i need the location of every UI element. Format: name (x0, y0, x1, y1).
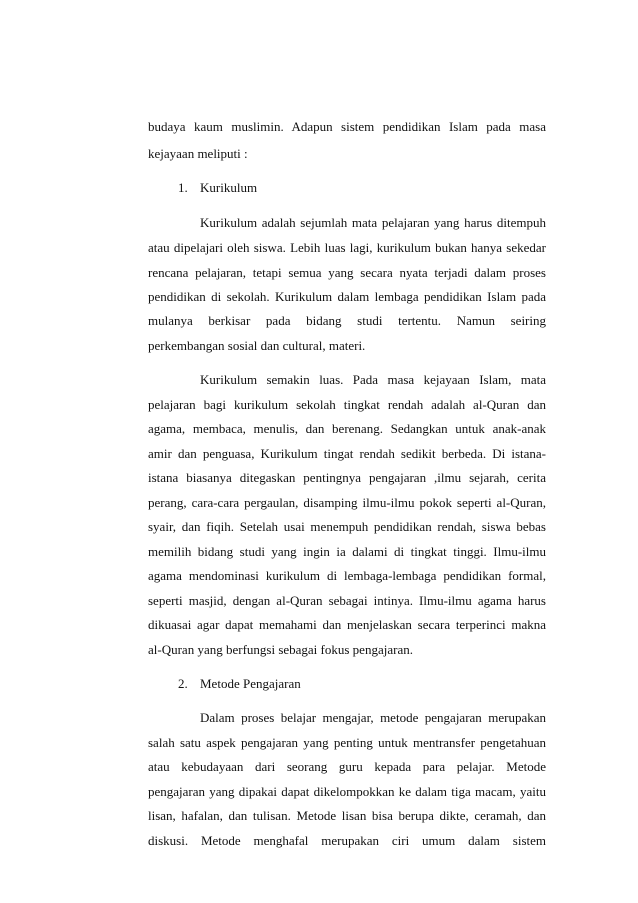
s1-p2-line-11: dikuasai agar dapat memahami dan menjelaskan secara terperinci makna (148, 617, 546, 632)
s1-p2-line-10: seperti masjid, dengan al-Quran sebagai intinya. Ilmu-ilmu agama harus (148, 593, 546, 608)
section-2-title: Metode Pengajaran (200, 676, 301, 691)
s1-p2-line-9: agama mendominasi kurikulum di lembaga-lembaga pendidikan formal, (148, 568, 546, 583)
intro-line-2: kejayaan meliputi : (148, 146, 248, 161)
s1-p1-line-1: Kurikulum adalah sejumlah mata pelajaran yang harus ditempuh (200, 215, 546, 230)
s1-p1-line-2: atau dipelajari oleh siswa. Lebih luas lagi, kurikulum bukan hanya sekedar (148, 240, 546, 255)
section-2-number: 2. (178, 676, 188, 691)
section-1-title: Kurikulum (200, 180, 258, 195)
intro-line-1: budaya kaum muslimin. Adapun sistem pendidikan Islam pada masa (148, 119, 546, 134)
s1-p1-line-6: perkembangan sosial dan cultural, materi. (148, 338, 366, 353)
s1-p2-line-5: istana biasanya ditegaskan pentingnya pengajaran ,ilmu sejarah, cerita (148, 470, 546, 485)
s2-p1-line-5: lisan, hafalan, dan tulisan. Metode lisan bisa berupa dikte, ceramah, dan (148, 808, 546, 823)
s1-p1-line-5: mulanya berkisar pada bidang studi tertentu. Namun seiring (148, 313, 546, 328)
s1-p2-line-6: perang, cara-cara pergaulan, disamping ilmu-ilmu pokok seperti al-Quran, (148, 495, 546, 510)
s1-p2-line-2: pelajaran bagi kurikulum sekolah tingkat rendah adalah al-Quran dan (148, 397, 546, 412)
s1-p1-line-3: rencana pelajaran, tetapi semua yang secara nyata terjadi dalam proses (148, 265, 546, 280)
section-1-number: 1. (178, 180, 188, 195)
s2-p1-line-2: salah satu aspek pengajaran yang penting untuk mentransfer pengetahuan (148, 735, 546, 750)
s2-p1-line-6: diskusi. Metode menghafal merupakan ciri umum dalam sistem (148, 833, 546, 848)
s2-p1-line-1: Dalam proses belajar mengajar, metode pengajaran merupakan (200, 710, 546, 725)
s1-p2-line-8: memilih bidang studi yang ingin ia dalami di tingkat tinggi. Ilmu-ilmu (148, 544, 546, 559)
s1-p2-line-1: Kurikulum semakin luas. Pada masa kejayaan Islam, mata (200, 372, 546, 387)
s1-p2-line-12: al-Quran yang berfungsi sebagai fokus pengajaran. (148, 642, 413, 657)
s2-p1-line-4: pengajaran yang dipakai dapat dikelompokkan ke dalam tiga macam, yaitu (148, 784, 546, 799)
s1-p2-line-4: amir dan penguasa, Kurikulum tingat rendah sedikit berbeda. Di istana- (148, 446, 546, 461)
s1-p1-line-4: pendidikan di sekolah. Kurikulum dalam lembaga pendidikan Islam pada (148, 289, 546, 304)
s1-p2-line-3: agama, membaca, menulis, dan berenang. Sedangkan untuk anak-anak (148, 421, 546, 436)
s1-p2-line-7: syair, dan fiqih. Setelah usai menempuh pendidikan rendah, siswa bebas (148, 519, 546, 534)
s2-p1-line-3: atau kebudayaan dari seorang guru kepada para pelajar. Metode (148, 759, 546, 774)
